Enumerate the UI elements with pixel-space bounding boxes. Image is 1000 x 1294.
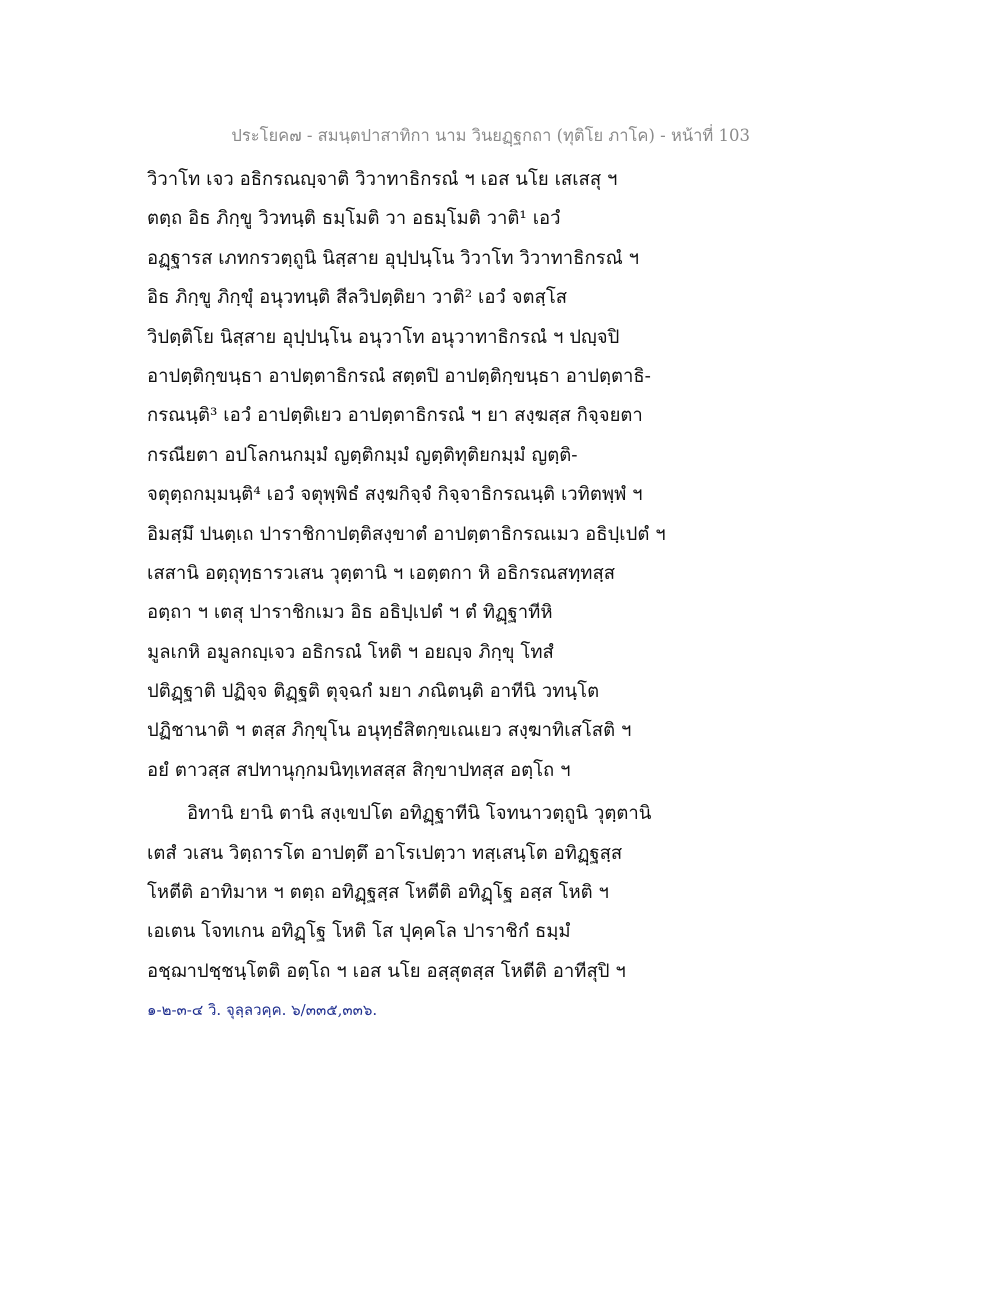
text-line: เสสานิ อตฺถุทฺธารวเสน วุตฺตานิ ฯ เอตฺตกา หิ อธิกรณสทฺทสฺส: [147, 562, 616, 584]
text-line: ปติฏฺฐาติ ปฏิจฺจ ติฏฺฐติ ตุจฺฉกํ มยา ภณิตนฺติ อาทีนิ วทนฺโต: [147, 681, 600, 703]
text-line: อิธ ภิกฺขู ภิกฺขุํ อนุวทนฺติ สีลวิปตฺติยา วาติ² เอวํ จตสฺโส: [147, 287, 568, 309]
text-line: อชฺฌาปชฺชนฺโตติ อตฺโถ ฯ เอส นโย อสฺสุตสฺส โหตีติ อาทีสุปิ ฯ: [147, 960, 626, 982]
text-line: เตสํ วเสน วิตฺถารโต อาปตฺตึ อาโรเปตฺวา ทสฺเสนฺโต อทิฏฺฐสฺส: [147, 842, 623, 864]
text-line: อาปตฺติกฺขนฺธา อาปตฺตาธิกรณํ สตฺตปิ อาปตฺติกฺขนฺธา อาปตฺตาธิ-: [147, 365, 651, 387]
text-line: วิปตฺติโย นิสฺสาย อุปฺปนฺโน อนุวาโท อนุวาทาธิกรณํ ฯ ปญฺจปิ: [147, 326, 620, 348]
text-line: วิวาโท เจว อธิกรณญฺจาติ วิวาทาธิกรณํ ฯ เอส นโย เสเสสุ ฯ: [147, 169, 618, 190]
text-line: ปฏิชานาติ ฯ ตสฺส ภิกฺขุโน อนุทฺธํสิตกฺขเณเยว สงฺฆาทิเสโสติ ฯ: [147, 720, 632, 742]
footnote: ๑-๒-๓-๔ วิ. จุลฺลวคฺค. ๖/๓๓๕,๓๓๖.: [147, 1001, 378, 1020]
paragraph-1: [147, 160, 707, 790]
text-line: อตฺถา ฯ เตสุ ปาราชิกเมว อิธ อธิปฺเปตํ ฯ ตํ ทิฏฺฐาทีหิ: [147, 602, 553, 624]
text-line: กรณนฺติ³ เอวํ อาปตฺติเยว อาปตฺตาธิกรณํ ฯ ยา สงฺฆสฺส กิจฺจยตา: [147, 405, 643, 427]
body-text: [147, 160, 707, 1023]
text-line: ตตฺถ อิธ ภิกฺขู วิวทนฺติ ธมฺโมติ วา อธมฺโมติ วาติ¹ เอวํ: [147, 208, 561, 230]
text-line: อยํ ตาวสฺส สปทานุกฺกมนิทฺเทสสฺส สิกฺขาปทสฺส อตฺโถ ฯ: [147, 759, 571, 781]
paragraph-2: [147, 794, 707, 991]
text-line: จตุตฺถกมฺมนฺติ⁴ เอวํ จตุพฺพิธํ สงฺฆกิจฺจํ กิจฺจาธิกรณนฺติ เวทิตพฺพํ ฯ: [147, 484, 643, 506]
text-line: มูลเกหิ อมูลกญฺเจว อธิกรณํ โหติ ฯ อยญฺจ ภิกฺขุ โทสํ: [147, 641, 554, 663]
text-line: อิมสฺมึ ปนตฺเถ ปาราชิกาปตฺติสงฺขาตํ อาปตฺตาธิกรณเมว อธิปฺเปตํ ฯ: [147, 523, 666, 545]
text-line: อฏฺฐารส เภทกรวตฺถูนิ นิสฺสาย อุปฺปนฺโน วิวาโท วิวาทาธิกรณํ ฯ: [147, 247, 640, 269]
text-line-indented: อิทานิ ยานิ ตานิ สงฺเขปโต อทิฏฺฐาทีนิ โจทนาวตฺถูนิ วุตฺตานิ: [187, 803, 652, 825]
text-line: กรณียตา อปโลกนกมฺมํ ญตฺติกมฺมํ ญตฺติทุติยกมฺมํ ญตฺติ-: [147, 444, 578, 466]
running-header: ประโยค๗ - สมนฺตปาสาทิกา นาม วินยฏฺฐกถา (ทุติโย ภาโค) - หน้าที่ 103: [231, 126, 750, 145]
text-line: โหตีติ อาทิมาห ฯ ตตฺถ อทิฏฺฐสฺส โหตีติ อทิฏฺโฐ อสฺส โหติ ฯ: [147, 882, 609, 904]
text-line: เอเตน โจทเกน อทิฏฺโฐ โหติ โส ปุคฺคโล ปาราชิกํ ธมฺมํ: [147, 921, 571, 943]
